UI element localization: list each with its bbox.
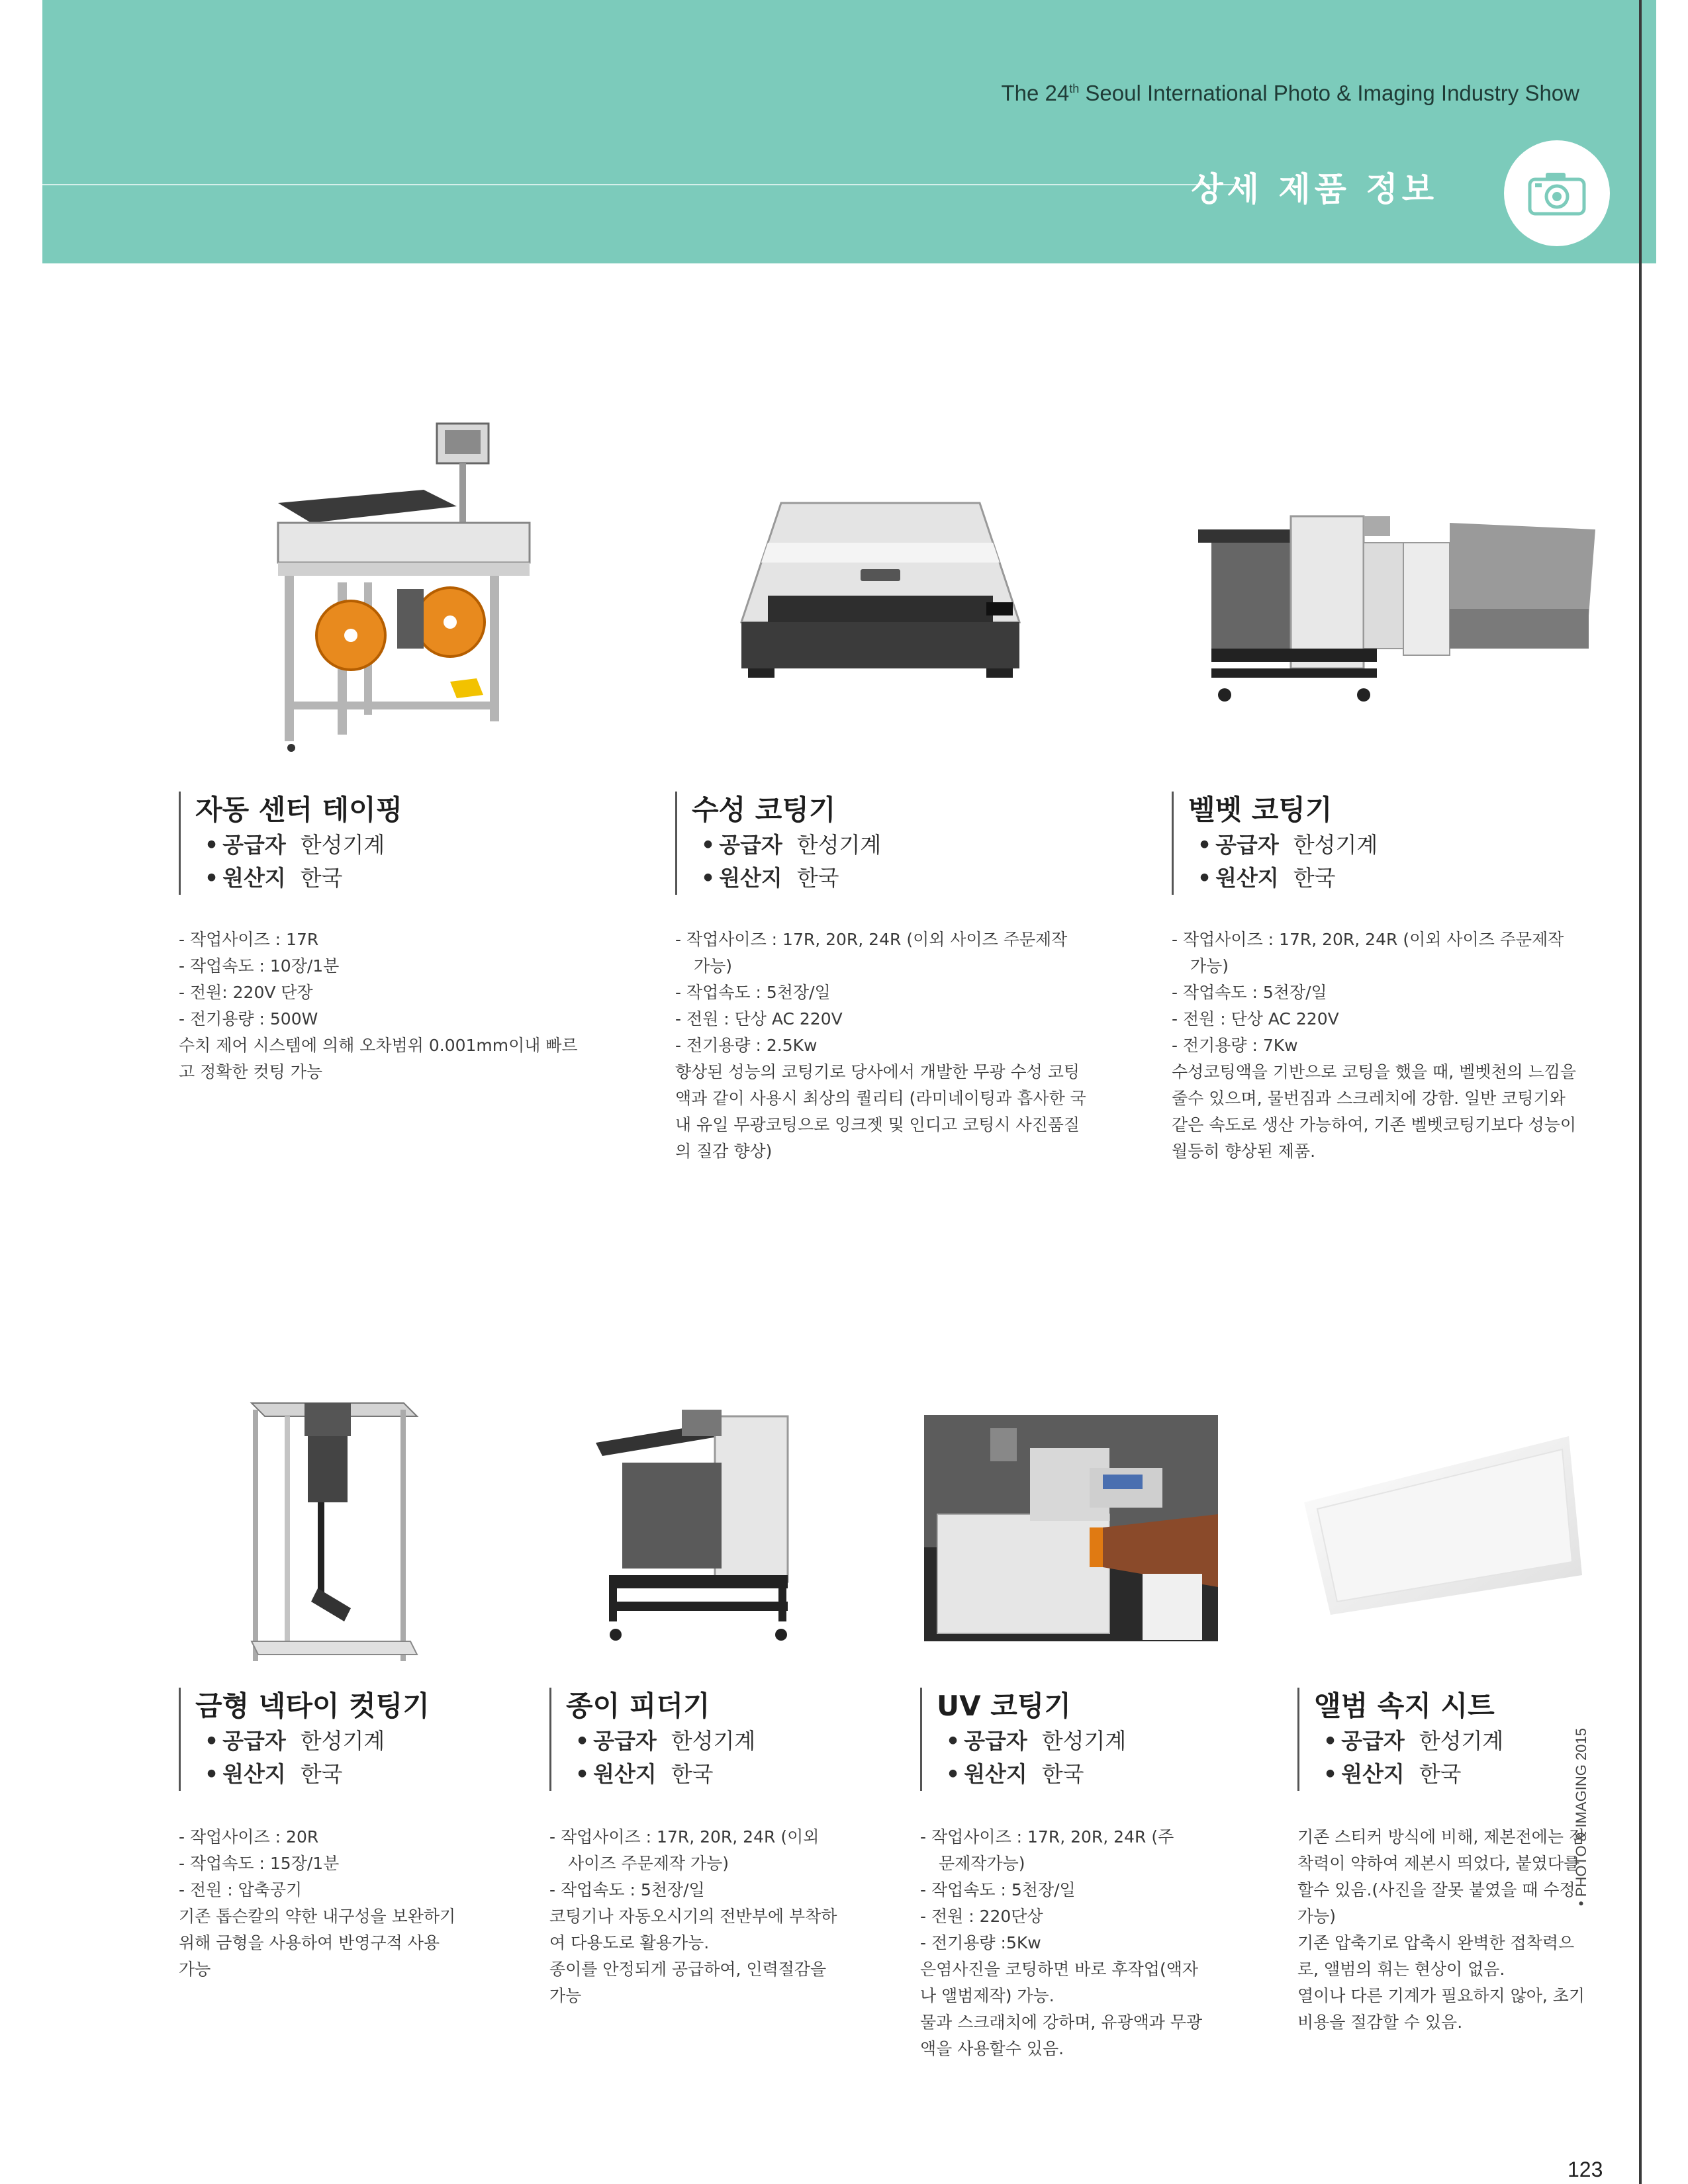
camera-badge [1504, 140, 1610, 246]
product-description: - 작업사이즈 : 17R, 20R, 24R (이외 사이즈 주문제작 가능) - 작업속도 : 5천장/일 - 전원 : 단상 AC 220V - 전기용량 : 7Kw 수성코팅액을 기반으로 코팅을 했을 때, 벨벳천의 느낌을 줄수 있으며, 물번짐과 스크레치에 강함. 일반 코팅기와 같은 속도로 생산 가능하여, 기존 벨벳코팅기보다 성능이 월등히 향상된 제품. [1172, 930, 1577, 1161]
product-title: 벨벳 코팅기 [1188, 794, 1333, 826]
supplier-line: • 공급자 한성기계 [692, 829, 881, 862]
origin-line: • 원산지 한국 [195, 1758, 430, 1791]
origin-line: • 원산지 한국 [1188, 862, 1378, 895]
product-title: 자동 센터 테이핑 [195, 794, 403, 826]
supplier-line: • 공급자 한성기계 [1188, 829, 1378, 862]
page-edge-line [1639, 0, 1642, 2184]
product-description: - 작업사이즈 : 17R - 작업속도 : 10장/1분 - 전원: 220V 단장 - 전기용량 : 500W 수치 제어 시스템에 의해 오차범위 0.001mm이내 빠르 고 정확한 컷팅 가능 [179, 930, 578, 1081]
origin-line: • 원산지 한국 [195, 862, 402, 895]
product-title-block [1297, 1688, 1503, 1791]
origin-line: • 원산지 한국 [937, 1758, 1126, 1791]
origin-line: • 원산지 한국 [566, 1758, 755, 1791]
product-title: 종이 피더기 [566, 1690, 710, 1722]
product-title-block [179, 1688, 430, 1791]
product-photo-water-coater [722, 490, 1039, 688]
supplier-line: • 공급자 한성기계 [1314, 1725, 1503, 1758]
camera-icon [1527, 169, 1587, 218]
product-title-block [920, 1688, 1126, 1791]
product-title: 금형 넥타이 컷팅기 [195, 1690, 430, 1722]
product-description: - 작업사이즈 : 17R, 20R, 24R (주 문제작가능) - 작업속도 : 5천장/일 - 전원 : 220단상 - 전기용량 :5Kw 은염사진을 코팅하면 바로 후작업(액자 나 앨범제작) 가능. 물과 스크래치에 강하며, 유광액과 무광 액을 사용할수 있음. [920, 1827, 1203, 2058]
section-title: 상세 제품 정보 [1191, 170, 1438, 208]
product-description: - 작업사이즈 : 17R, 20R, 24R (이외 사이즈 주문제작 가능) - 작업속도 : 5천장/일 - 전원 : 단상 AC 220V - 전기용량 : 2.5Kw 향상된 성능의 코팅기로 당사에서 개발한 무광 수성 코팅 액과 같이 사용시 최상의 퀄리티 (라미네이팅과 흡사한 국 내 유일 무광코팅으로 잉크젯 및 인디고 코팅시 사진품질 의 질감 향상) [675, 930, 1086, 1161]
product-photo-velvet-coater [1172, 483, 1595, 721]
show-title: The 24th Seoul International Photo & Imaging Industry Show [1001, 81, 1579, 105]
side-publication-label: • PHOTO & IMAGING 2015 [1573, 1728, 1589, 1906]
product-title-block [1172, 792, 1378, 895]
page-number: 123 [1568, 2158, 1603, 2181]
product-photo-tie-cutter [245, 1390, 424, 1668]
supplier-line: • 공급자 한성기계 [195, 1725, 430, 1758]
product-title-block [675, 792, 881, 895]
product-photo-paper-feeder [583, 1390, 808, 1655]
product-title: UV 코팅기 [937, 1690, 1071, 1722]
product-photo-uv-coater [924, 1415, 1218, 1641]
product-description: - 작업사이즈 : 20R - 작업속도 : 15장/1분 - 전원 : 압축공기 기존 톱슨칼의 약한 내구성을 보완하기 위해 금형을 사용하여 반영구적 사용 가능 [179, 1827, 456, 1979]
supplier-line: • 공급자 한성기계 [195, 829, 402, 862]
product-title: 수성 코팅기 [692, 794, 836, 826]
supplier-line: • 공급자 한성기계 [937, 1725, 1126, 1758]
product-title-block [549, 1688, 755, 1791]
header-band [42, 0, 1656, 263]
product-photo-album-sheet [1291, 1423, 1589, 1615]
product-description: - 작업사이즈 : 17R, 20R, 24R (이외 사이즈 주문제작 가능) - 작업속도 : 5천장/일 코팅기나 자동오시기의 전반부에 부착하 여 다용도로 활용가능. 종이를 안정되게 공급하여, 인력절감을 가능 [549, 1827, 837, 2005]
product-description: 기존 스티커 방식에 비해, 제본전에는 점 착력이 약하여 제본시 띄었다, 붙였다를 할수 있음.(사진을 잘못 붙였을 때 수정 가능) 기존 압축기로 압축시 완벽한 접착력으 로, 앨범의 휘는 현상이 없음. 열이나 다른 기계가 필요하지 않아, 초기 비용을 절감할 수 있음. [1297, 1827, 1585, 2032]
product-title: 앨범 속지 시트 [1314, 1690, 1495, 1722]
origin-line: • 원산지 한국 [692, 862, 881, 895]
supplier-line: • 공급자 한성기계 [566, 1725, 755, 1758]
header-rule [42, 184, 1234, 185]
product-title-block [179, 792, 402, 895]
origin-line: • 원산지 한국 [1314, 1758, 1503, 1791]
product-photo-center-taping [252, 417, 556, 761]
